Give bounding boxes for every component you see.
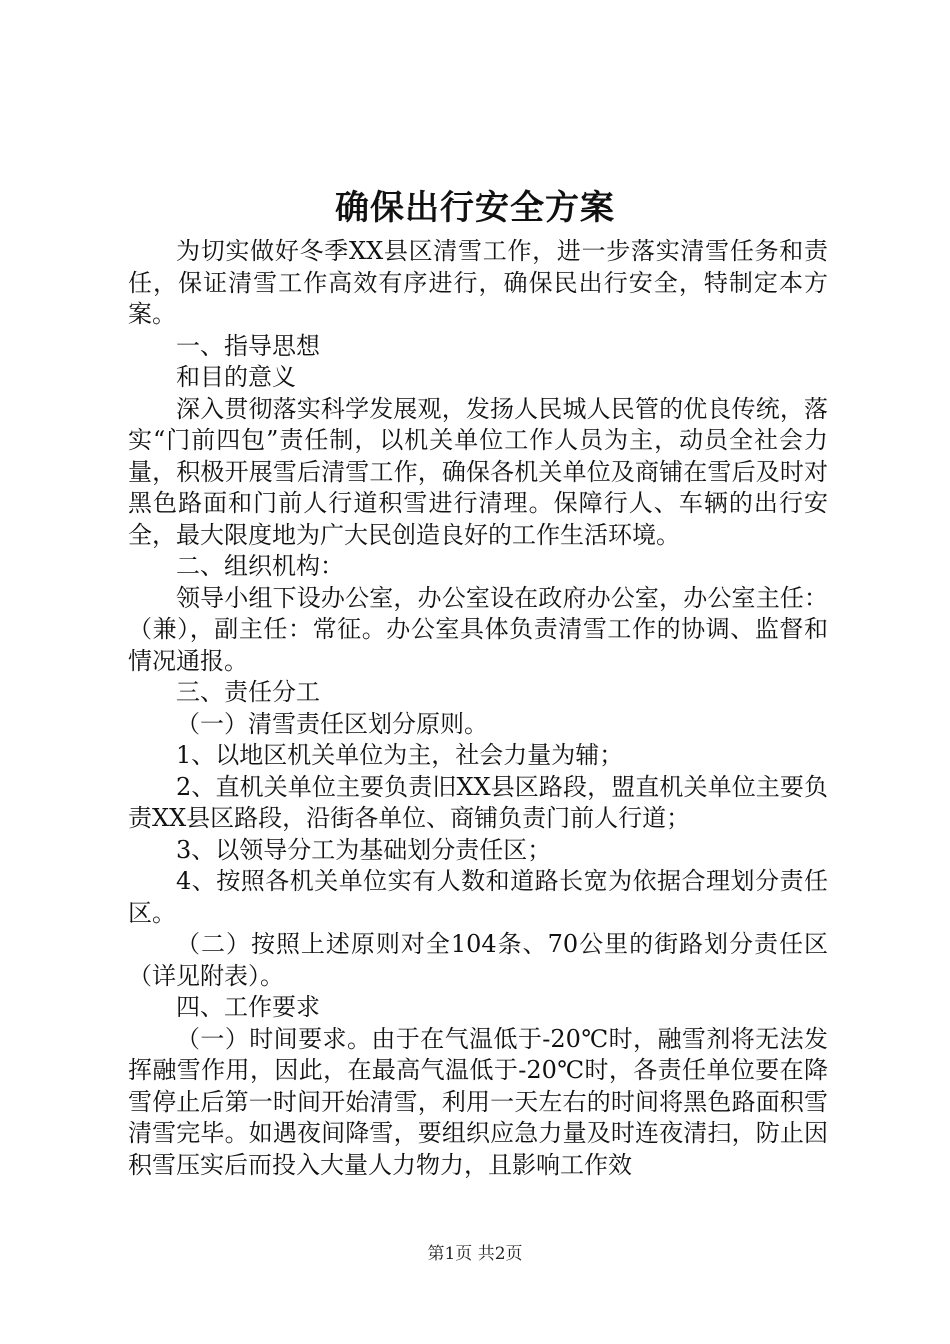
list-item-1: 1、以地区机关单位为主，社会力量为辅； [176,741,624,769]
paragraph-guidance: 深入贯彻落实科学发展观，发扬人民城人民管的优良传统，落实“门前四包”责任制，以机关单位工作人员为主，动员全社会力量，积极开展雪后清雪工作，确保各机关单位及商铺在雪后及时对黑色路面和门前人行道积雪进行清理。保障行人、车辆的出行安全，最大限度地为广大民创造良好的工作生活环境。 [128,394,828,549]
section-heading-3: 三、责任分工 [176,678,320,706]
subsection-3-2: （二）按照上述原则对全104条、70公里的街路划分责任区（详见附表）。 [128,930,828,990]
paragraph-time-requirement: （一）时间要求。由于在气温低于-20℃时，融雪剂将无法发挥融雪作用，因此，在最高气温低于-20℃时，各责任单位要在降雪停止后第一时间开始清雪，利用一天左右的时间将黑色路面积雪清雪完毕。如遇夜间降雪，要组织应急力量及时连夜清扫，防止因积雪压实后而投入大量人力物力，且影响工作效 [128,1024,828,1179]
page-footer: 第1页 共2页 [427,1244,523,1264]
paragraph-intro: 为切实做好冬季XX县区清雪工作，进一步落实清雪任务和责任，保证清雪工作高效有序进行，确保民出行安全，特制定本方案。 [128,237,828,328]
document-title: 确保出行安全方案 [335,188,615,228]
section-heading-1: 一、指导思想 [176,331,320,360]
section-heading-4: 四、工作要求 [176,993,320,1021]
list-item-3: 3、以领导分工为基础划分责任区； [176,835,552,864]
section-heading-2: 二、组织机构： [176,552,344,580]
list-item-4: 4、按照各机关单位实有人数和道路长宽为依据合理划分责任区。 [128,867,828,927]
paragraph-organization: 领导小组下设办公室，办公室设在政府办公室，办公室主任：（兼），副主任：常征。办公室具体负责清雪工作的协调、监督和情况通报。 [128,583,828,675]
subsection-heading-3-1: （一）清雪责任区划分原则。 [176,709,488,738]
document-body [128,236,828,1181]
list-item-2: 2、直机关单位主要负责旧XX县区路段，盟直机关单位主要负责XX县区路段，沿街各单位、商铺负责门前人行道； [128,772,828,832]
section-heading-1-cont: 和目的意义 [176,363,296,391]
